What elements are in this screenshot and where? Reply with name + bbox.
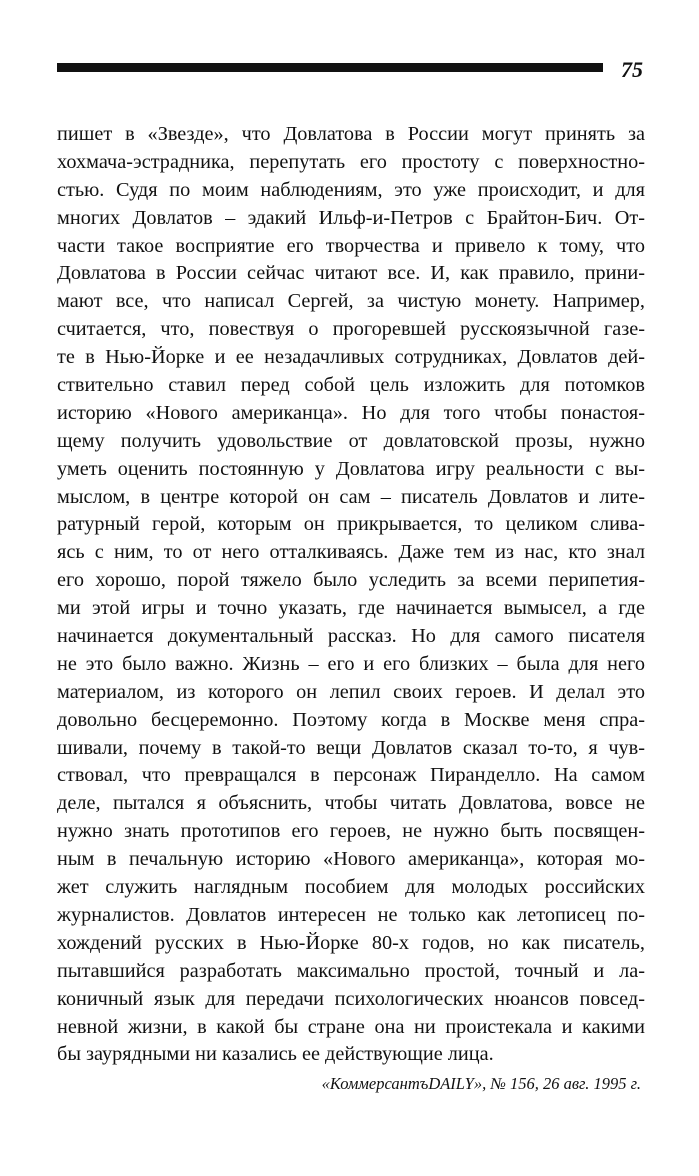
text-line: считается, что, повествуя о прогоревшей русскоязычной газе- [57, 318, 645, 341]
text-line: материалом, из которого он лепил своих героев. И делал это [57, 680, 645, 703]
text-line: нужно знать прототипов его героев, не нужно быть посвящен- [57, 820, 645, 843]
text-line: довольно бесцеремонно. Поэтому когда в Москве меня спра- [57, 708, 645, 731]
text-line: историю «Нового американца». Но для того чтобы понастоя- [57, 401, 645, 424]
text-line: не это было важно. Жизнь – его и его близких – была для него [57, 652, 645, 675]
header-rule [57, 63, 603, 72]
text-line: пытавшийся разработать максимально простой, точный и ла- [57, 959, 645, 982]
text-line: пишет в «Звезде», что Довлатова в России могут принять за [57, 123, 645, 145]
text-line: многих Довлатов – эдакий Ильф-и-Петров с Брайтон-Бич. От- [57, 206, 645, 229]
text-line: ствовал, что превращался в персонаж Пиранделло. На самом [57, 764, 645, 787]
text-line: щему получить удовольствие от довлатовской прозы, нужно [57, 429, 645, 452]
text-line: шивали, почему в такой-то вещи Довлатов сказал то-то, я чув- [57, 736, 645, 759]
text-line: мыслом, в центре которой он сам – писатель Довлатов и лите- [57, 485, 645, 508]
text-line: ми этой игры и точно указать, где начинается вымысел, а где [57, 597, 645, 620]
text-line: деле, пытался я объяснить, чтобы читать Довлатова, вовсе не [57, 792, 645, 815]
text-line: ным в печальную историю «Нового американца», которая мо- [57, 848, 645, 871]
text-line: части такое восприятие его творчества и привело к тому, что [57, 234, 645, 257]
text-line: жет служить наглядным пособием для молодых российских [57, 876, 645, 899]
text-line: хождений русских в Нью-Йорке 80-х годов, но как писатель, [57, 931, 645, 954]
text-line: ясь с ним, то от него отталкиваясь. Даже тем из нас, кто знал [57, 541, 645, 564]
text-line: стью. Судя по моим наблюдениям, это уже происходит, и для [57, 178, 645, 201]
text-line: Довлатова в России сейчас читают все. И, как правило, прини- [57, 262, 645, 285]
page-header [57, 58, 645, 86]
text-line: коничный язык для передачи психологических нюансов повсед- [57, 987, 645, 1010]
text-line: невной жизни, в какой бы стране она ни проистекала и какими [57, 1015, 645, 1038]
text-line: хохмача-эстрадника, перепутать его простоту с поверхностно- [57, 150, 645, 173]
text-line: журналистов. Довлатов интересен не только как летописец по- [57, 903, 645, 926]
text-line: бы заурядными ни казались ее действующие лица. [57, 1043, 494, 1066]
page-number: 75 [621, 57, 643, 82]
text-line: начинается документальный рассказ. Но для самого писателя [57, 625, 645, 648]
text-line: уметь оценить постоянную у Довлатова игру реальности с вы- [57, 457, 645, 480]
source-citation: «КоммерсантъDAILY», № 156, 26 авг. 1995 г. [321, 1074, 641, 1093]
body-text [57, 121, 645, 1069]
text-line: мают все, что написал Сергей, за чистую монету. Например, [57, 290, 645, 313]
text-line: ствительно ставил перед собой цель изложить для потомков [57, 374, 645, 397]
text-line: его хорошо, порой тяжело было уследить за всеми перипетия- [57, 569, 645, 592]
text-line: ратурный герой, которым он прикрывается, то целиком слива- [57, 513, 645, 536]
text-line: те в Нью-Йорке и ее незадачливых сотрудниках, Довлатов дей- [57, 346, 645, 369]
